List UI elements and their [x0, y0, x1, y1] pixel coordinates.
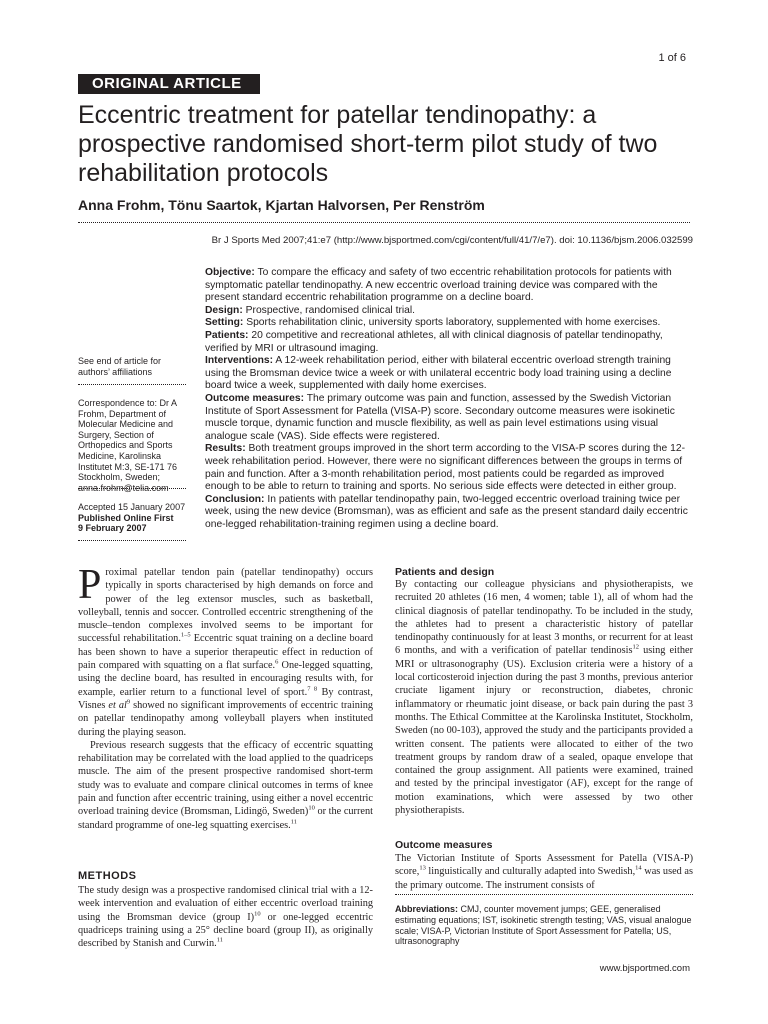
methods-text [78, 884, 373, 950]
abbreviations-divider [395, 894, 693, 895]
dates-divider [78, 540, 186, 541]
intro-text: roximal patellar tendon pain (patellar tendinopathy) occurs typically in sports characterised by high demands on force and power of the leg extensor muscles, such as basketball, volleyball, tennis and soccer. Controlled eccentric strengthening of the muscle–tendon complexes involved seems to be important for successful rehabilitation. [78, 567, 373, 645]
patients-design-part: using either MRI or ultrasonography (US). Exclusion criteria were a history of a local corticosteroid injection during the past 3 months, previous anterior cruciate ligament injury or reconstruction, diabetes, chronic inflammatory or rheumatic joint disease, or back pain during the past 3 months. The Ethical Committee at the Karolinska Institutet, Stockholm, Sweden (no 00-103), approved the study and the participants provided a written consent. The patients were allocated to either of the two treatment groups by random draw of a sealed, opaque envelope that contained the group assignment. All patients were examined, trained and tested by the principal investigator (AF), except for the range of motion examinations, which were assessed by two other physiotherapists. [395, 645, 693, 817]
design-label: Design: [205, 304, 243, 316]
intro-text: Previous research suggests that the efficacy of eccentric squatting rehabilitation may be correlated with the load applied to the quadriceps muscle. The aim of the present prospective randomised short-term study was to evaluate and compare clinical outcomes in terms of knee pain and function after eccentric training, using either a novel eccentric overload training device (Bromsman, Lidingö, Sweden) [78, 739, 373, 818]
reference: 6 [275, 658, 279, 666]
methods-heading: METHODS [78, 870, 137, 882]
drop-cap: P [78, 562, 102, 608]
results-text: Both treatment groups improved in the short term according to the VISA-P scores during the 12-week rehabilitation period. However, there were no significant differences between the groups in terms of pain and function. After a 3-month rehabilitation period, most patients could be regarded as improved enough to be able to return to training and sports. No serious side effects were detected in either group. [205, 443, 686, 493]
reference: 12 [632, 644, 639, 652]
intro-paragraph-2 [78, 739, 373, 832]
interventions-label: Interventions: [205, 355, 274, 367]
patients-text: 20 competitive and recreational athletes, all with clinical diagnosis of patellar tendinopathy, verified by MRI or ultrasound imaging. [205, 329, 663, 354]
results-label: Results: [205, 443, 246, 455]
outcome-measures-part: The Victorian Institute of Sports Assessment for Patella (VISA-P) score, [395, 853, 693, 878]
abstract [205, 267, 692, 531]
authors-divider [78, 222, 690, 223]
reference: 11 [290, 818, 297, 826]
patients-label: Patients: [205, 329, 249, 341]
footer-url[interactable]: www.bjsportmed.com [599, 963, 690, 974]
outcome-measures-text [395, 852, 693, 892]
intro-text: By contrast, Visnes [78, 686, 373, 711]
patients-design-text [395, 578, 693, 817]
abstract-outcome [205, 393, 692, 443]
setting-text: Sports rehabilitation clinic, university sports laboratory, supplemented with home exercises. [246, 317, 661, 329]
reference: 9 [126, 698, 131, 706]
introduction [78, 562, 374, 832]
patients-design-part: By contacting our colleague physicians and physiotherapists, we recruited 20 athletes (16 men, 4 women; table 1), all of whom had the clinical diagnosis of patellar tendinopathy. To be included in the study, the athletes had to present a characteristic history of patellar tendinopathy continuously for at least 3 months, or recurrent for at least 6 months, and with a verification of patellar tendinosis [395, 579, 693, 657]
outcome-text: The primary outcome was pain and function, assessed by the Swedish Victorian Institute of Sport Assessment for Patella (VISA-P) score. Secondary outcome measures were isokinetic muscle torque, dynamic function and muscle flexibility, as well as pain level estimations using visual analogue scale (VAS). Side effects were registered. [205, 392, 675, 442]
correspondence-divider [78, 488, 186, 489]
citation-text: Br J Sports Med 2007;41:e7 (http://www.bjsportmed.com/cgi/content/full/41/7/e7). doi: 10.1136/bjsm.2006.032599 [211, 235, 693, 246]
abstract-results [205, 443, 692, 493]
abstract-patients [205, 330, 692, 355]
affiliations-divider [78, 384, 186, 385]
et-al: et al [108, 699, 127, 711]
author-list: Anna Frohm, Tönu Saartok, Kjartan Halvorsen, Per Renström [78, 197, 485, 213]
objective-text: To compare the efficacy and safety of two eccentric rehabilitation protocols for patients with symptomatic patellar tendinopathy. A new eccentric overload training device was compared with the present standard eccentric rehabilitation programme on a decline board. [205, 267, 672, 304]
reference: 14 [635, 864, 642, 872]
intro-paragraph-1 [78, 562, 374, 739]
publication-dates [78, 502, 190, 534]
intro-text: One-legged squatting, using the decline board, has resulted in encouraging results with, for example, earlier return to a functional level of sport. [78, 660, 373, 698]
citation-line [205, 235, 693, 246]
section-label: ORIGINAL ARTICLE [78, 74, 260, 94]
interventions-text: A 12-week rehabilitation period, either with bilateral eccentric overload strength training using the Bromsman device twice a week or with unilateral eccentric body load training using a decline board twice a week, supplemented with daily home exercises. [205, 355, 672, 392]
reference: 10 [254, 910, 261, 918]
abstract-objective [205, 267, 692, 305]
abbreviations-label: Abbreviations: [395, 904, 459, 914]
intro-text: showed no significant improvements of eccentric training on patellar tendinopathy among volleyball players when instituted during the playing season. [78, 699, 374, 738]
abstract-design [205, 305, 692, 318]
outcome-measures-part: was used as the primary outcome. The instrument consists of [395, 866, 693, 891]
reference: 7 8 [307, 685, 318, 693]
conclusion-text: In patients with patellar tendinopathy pain, two-legged eccentric overload training twice per week, using the new device (Bromsman), was as efficient and safe as the present standard daily eccentric one-legged rehabilitation-training regimen using a decline board. [205, 493, 688, 530]
objective-label: Objective: [205, 267, 255, 278]
outcome-measures-heading: Outcome measures [395, 839, 493, 851]
published-online-label: Published Online First [78, 512, 174, 523]
methods-text-part: The study design was a prospective randomised clinical trial with a 12-week intervention and evaluation of either eccentric overload training using the Bromsman device (group I) [78, 885, 373, 923]
outcome-measures-part: linguistically and culturally adapted into Swedish, [425, 866, 636, 878]
intro-text: or the current standard programme of one-leg squatting exercises. [78, 806, 373, 831]
accepted-date: Accepted 15 January 2007 [78, 502, 186, 512]
article-title: Eccentric treatment for patellar tendinopathy: a prospective randomised short-term pilot study of two rehabilitation protocols [78, 101, 658, 187]
reference: 1–5 [180, 632, 191, 640]
reference: 13 [419, 864, 426, 872]
abbreviations-text: CMJ, counter movement jumps; GEE, generalised estimating equations; IST, isokinetic strength testing; VAS, visual analogue scale; VISA-P, Victorian Institute of Sport Assessment for Patella; US, ultrasonography [395, 904, 692, 947]
affiliations-note: See end of article for authors’ affiliations [78, 356, 162, 377]
setting-label: Setting: [205, 317, 244, 329]
abstract-setting [205, 317, 692, 330]
intro-text: Eccentric squat training on a decline board has been shown to have a superior therapeutic effect in reduction of pain compared with squatting on a flat surface. [78, 633, 373, 672]
reference: 11 [216, 936, 223, 944]
abstract-interventions [205, 355, 692, 393]
correspondence-info: Correspondence to: Dr A Frohm, Department of Molecular Medicine and Surgery, Section of Orthopedics and Sports Medicine, Karolinska Institutet M:3, SE-171 76 Stockholm, Sweden; anna.frohm@telia.com [78, 398, 178, 493]
abstract-conclusion [205, 494, 692, 532]
methods-text-part: or one-legged eccentric quadriceps training using a 25° decline board (group II), as originally described by Stanish and Curwin. [78, 911, 373, 950]
design-text: Prospective, randomised clinical trial. [245, 304, 416, 316]
conclusion-label: Conclusion: [205, 493, 265, 505]
page-number: 1 of 6 [658, 52, 686, 64]
reference: 10 [308, 804, 315, 812]
outcome-label: Outcome measures: [205, 392, 305, 404]
patients-design-heading: Patients and design [395, 566, 495, 578]
published-online-date: 9 February 2007 [78, 523, 147, 534]
abbreviations-box [395, 904, 693, 947]
